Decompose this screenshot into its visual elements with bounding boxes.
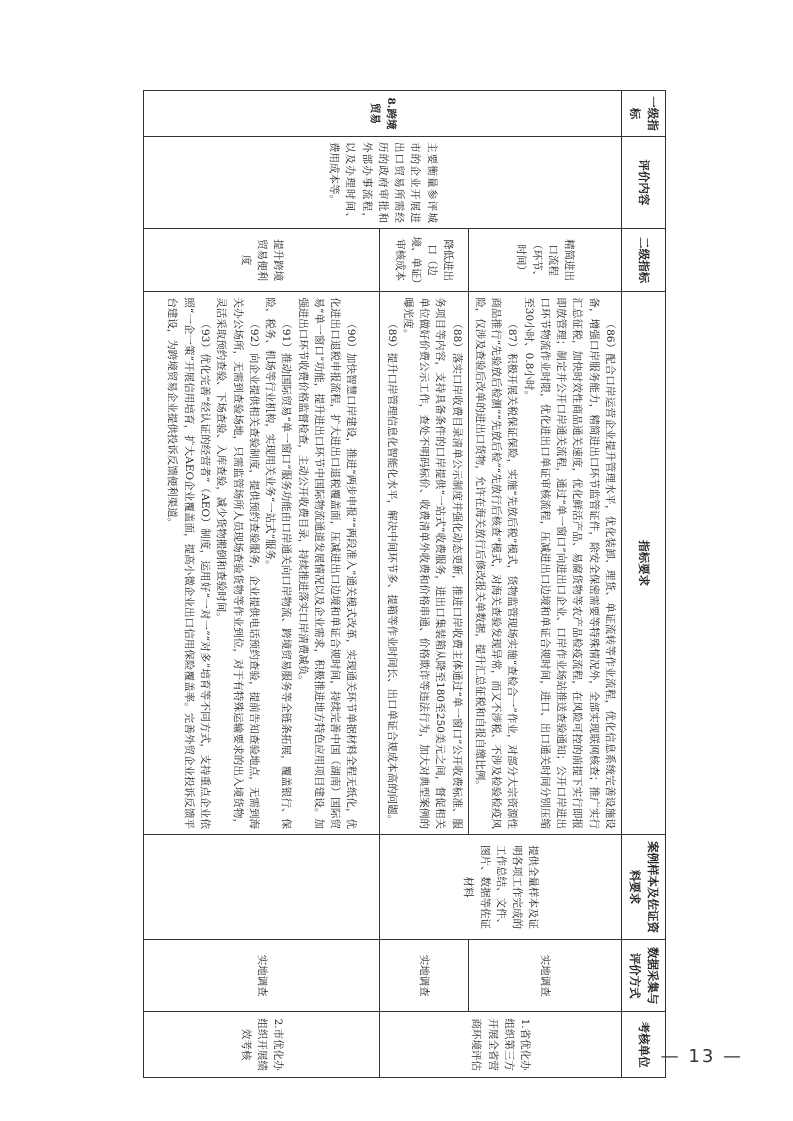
method-cell: 实地调查 bbox=[380, 940, 468, 1012]
requirement-item: （92）向企业提供相关查验制度，提供预约查验服务，企业提供电话预约查验，提前告知查验地点，无需到海关办公场所，无需到查验场地，只需监管场所人员现场查验货物等作业到位，对于有特殊运输要求的出入境货物，灵活采取预约查验、下场查验、入库查验，减少货物搬倒和查验时间。 bbox=[215, 297, 260, 830]
unit-cell: 2.市优化办组织开展绩效考核 bbox=[144, 1012, 380, 1078]
requirement-item: （87）积极开展关税保证保险，实施“先放后税”模式，货物监管现场实施“查检合一”作业，对部分大宗资源性商品推行“先验放后检测”“先放后检”“先放行后核查”模式，对海关查验发现异常，而又不涉税、不涉及检验检疫风险，仅涉及查验后改单的进出口货物，允许在海关放行后修改报关单数据，提升汇总征税和自报自缴比例。 bbox=[473, 297, 519, 830]
requirement-item: （91）推动国际贸易“单一窗口”服务功能由口岸通关向口岸物流、跨境贸易服务等全链条拓展，覆盖银行、保险、税务、机场等行业机构，实现用关业务“一站式”服务。 bbox=[264, 297, 293, 830]
header-content: 评价内容 bbox=[622, 136, 666, 228]
sample-cell bbox=[144, 835, 380, 940]
page-number: — 13 — bbox=[660, 1046, 743, 1067]
requirement-cell bbox=[468, 292, 621, 835]
header-method: 数据采集与评价方式 bbox=[622, 940, 666, 1012]
requirement-item: （88）落实口岸收费目录清单公示制度并强化动态更新，推进口岸收费主体通过“单一窗口”公开收费标准、服务项目等内容，支持具备条件的口岸提供“一站式”收费服务，进出口集装箱从降至180至250美元之间，督促相关单位做好价费公示工作，查处不明码标价、收费清单外收费和价格串通、价格欺诈等违法行为，加大对典型案例的曝光度。 bbox=[401, 297, 463, 830]
header-requirement: 指标要求 bbox=[622, 292, 666, 835]
sample-cell: 提供全量样本及证明各项工作完成的工作总结、文件、图片、数据等佐证材料 bbox=[380, 835, 622, 940]
table-row bbox=[144, 91, 380, 1078]
header-unit: 考核单位 bbox=[622, 1012, 666, 1078]
requirement-item: （89）提升口岸管理信息化智能化水平，解决中间环节多、提箱等作业时间长、出口单证合规成本高的问题。 bbox=[385, 318, 398, 826]
content-cell: 主要衡量参评城市的企业开展进出口贸易所需经历的政府审批和外部办事流程，以及办理时间、费用成本等。 bbox=[144, 136, 622, 228]
requirement-cell bbox=[380, 292, 468, 835]
requirement-cell bbox=[144, 292, 380, 835]
level2-cell: 提升跨境贸易便利度 bbox=[144, 228, 380, 291]
requirement-item: （86）配合口岸运营企业提升管理水平，优化装卸、理货、单证流转等作业流程，优化信息系统完善设施设备，增强口岸服务能力，精简进出口环节监管证件，除安全保密需要等特殊情况外，全部实现联网核查；推广实行汇总征税，加快时效性商品通关速度，优化鲜活产品、易腐货物等农产品检疫流程，在风险可控的前提下实行即报即放管理；制定并公开口岸通关流程，通过“单一窗口”向进出口企业、口岸作业场站推送查验通知；公开口岸进出口环节物流作业时限，优化进出口单证审核流程，压减进出口边境和单证合规时间，进口、出口通关时间分别压缩至30小时、0.8小时。 bbox=[522, 297, 616, 830]
rotated-table-wrapper bbox=[148, 90, 666, 1078]
header-level2: 二级指标 bbox=[622, 228, 666, 291]
header-level1: 一级指标 bbox=[622, 91, 666, 137]
method-cell: 实地调查 bbox=[468, 940, 621, 1012]
table-header-row bbox=[622, 91, 666, 1078]
table-row bbox=[468, 91, 621, 1078]
indicator-table bbox=[143, 90, 666, 1078]
method-cell: 实地调查 bbox=[144, 940, 380, 1012]
level2-cell: 精简进出口流程（环节、时间） bbox=[468, 228, 621, 291]
header-sample: 案例样本及佐证资料要求 bbox=[622, 835, 666, 940]
level2-cell: 降低进出口（边境、单证）审核成本 bbox=[380, 228, 468, 291]
level1-cell: 8.跨境贸易 bbox=[144, 91, 622, 137]
unit-cell: 1.省优化办组织第三方开展全省营商环境评估 bbox=[380, 1012, 622, 1078]
requirement-item: （93）优化完善“经认证的经营者”（AEO）制度，运用好“一对一”“对多”培育等不同方式，支持重点企业依照“一企一策”开展信用培育，扩大AEO企业覆盖面，提高小微企业出口信用保险覆盖率。完善外贸企业投诉反馈平台建设，为跨境贸易企业提供投诉反馈便利渠道。 bbox=[166, 297, 211, 830]
requirement-item: （90）加快智慧口岸建设，推进“两步申报”“两段准入”通关模式改革，实现通关环节单据材料全程无纸化，优化进出口退税申报流程，扩大进出口退税覆盖面，压减进出口边境和单证合规时间，持续完善中国（湖南）国际贸易“单一窗口”功能，提升进出口环节中国际物流通道发展情况以及企业需求，积极推进地方特色应用项目建设。加强进出口环节收费价格监督检查，主动公开收费目录，持续推进落实口岸清费减负。 bbox=[296, 297, 358, 830]
